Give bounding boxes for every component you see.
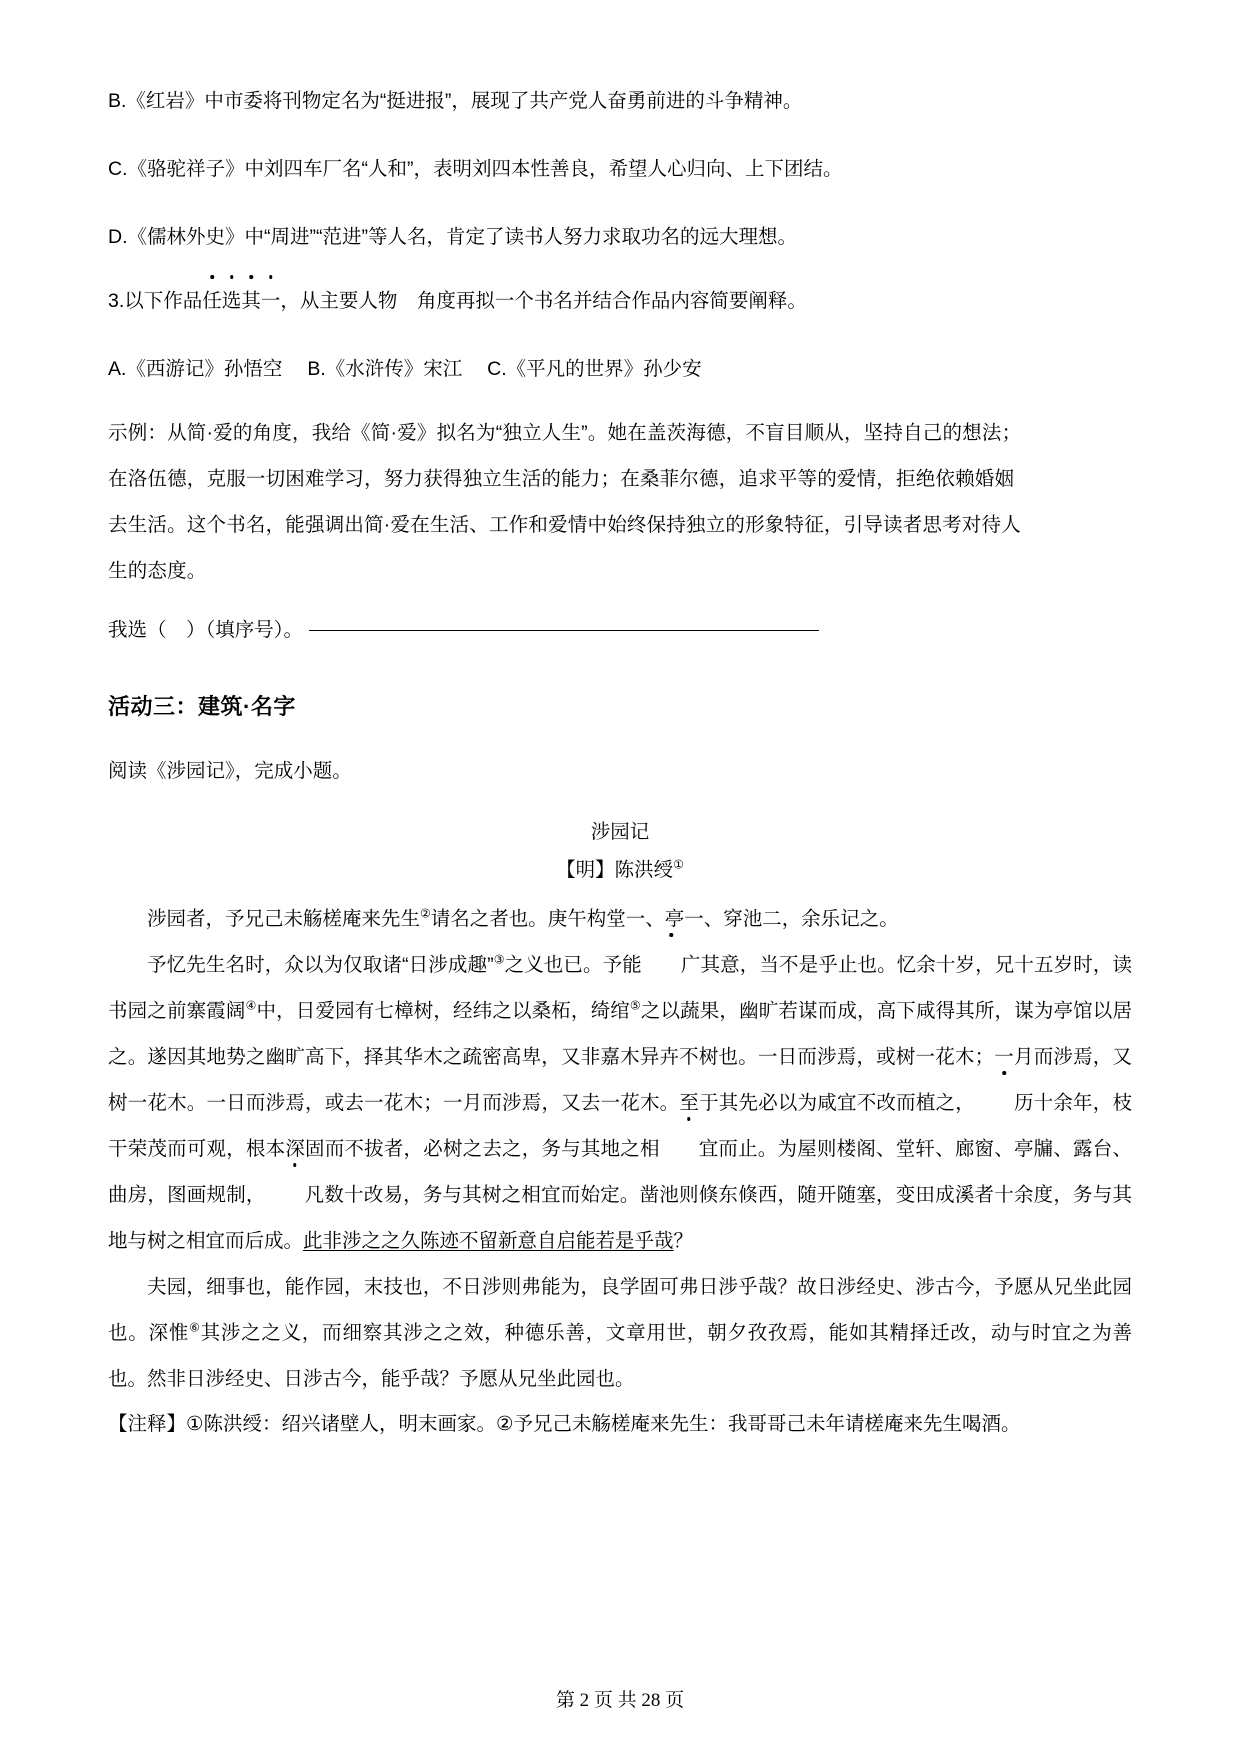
p1-seg1: 涉园者，予兄己未觞槎庵来先生 bbox=[147, 908, 421, 930]
example-line-4: 生的态度。 bbox=[108, 560, 207, 582]
passage-paragraph-2 bbox=[108, 942, 1132, 1264]
question-3 bbox=[108, 284, 1132, 318]
example-line-3: 去生活。这个书名，能强调出简·爱在生活、工作和爱情中始终保持独立的形象特征，引导读者思考对待人 bbox=[108, 514, 1021, 536]
option-d: D.《儒林外史》中“周进”“范进”等人名，肯定了读书人努力求取功名的远大理想。 bbox=[108, 226, 797, 248]
reading-instruction: 阅读《涉园记》，完成小题。 bbox=[108, 760, 352, 782]
footnote-marker-4: ④ bbox=[245, 998, 257, 1013]
p2-seg11: 之相 bbox=[620, 1138, 660, 1160]
p3-seg1: 夫园，细事也，能作园，末技也，不日涉则弗能为，良学固可弗日涉乎哉？故日涉经史、涉古今，予 bbox=[147, 1276, 1014, 1298]
example-block bbox=[108, 410, 1132, 594]
underlined-sentence-part2: 不留新意自启能若是乎哉 bbox=[459, 1230, 674, 1252]
p2-seg4: 岁时，读书园之前寨霞阔 bbox=[108, 954, 1132, 1022]
p2-seg10: 十余年，枝干荣茂而可观，根本深固而不拔者，必树之去之，务与其地 bbox=[108, 1092, 1132, 1160]
page-footer: 第 2 页 共 28 页 bbox=[555, 1690, 685, 1711]
emphasis-char-fan: 凡 bbox=[266, 1172, 325, 1218]
passage-author bbox=[108, 850, 1132, 890]
footnote-marker-2: ② bbox=[420, 906, 431, 921]
footnotes-block: 【注释】①陈洪绶：绍兴诸壁人，明末画家。②予兄己未觞槎庵来先生：我哥哥己未年请槎庵来先生喝酒。 bbox=[108, 1413, 1021, 1435]
p2-seg13: 数十改易，务与其树之相宜而 bbox=[324, 1184, 581, 1206]
p2-seg2: 之义也已。予能 bbox=[504, 954, 642, 976]
p2-seg8: 涉焉，或树一花木；一月而涉焉，又树一花木。一日而涉焉，或去一花木；一月而涉焉，又去一花木。至 bbox=[108, 1046, 1132, 1114]
passage-paragraph-1 bbox=[108, 896, 1132, 942]
my-choice-row bbox=[108, 610, 1132, 650]
p2-seg14: 始定。凿池则倏东倏西，随开随塞，变田成溪者十余度，务与其地与树之相宜而后成。 bbox=[108, 1184, 1132, 1252]
footnote-marker-1: ① bbox=[673, 857, 684, 872]
passage-title: 涉园记 bbox=[590, 821, 650, 843]
passage-paragraph-3 bbox=[108, 1264, 1132, 1402]
p2-seg1: 予忆先生名时，众以为仅取诸“日涉成趣” bbox=[147, 954, 494, 976]
p2-seg6: 之以蔬果，幽旷若谋而成，高下咸 bbox=[640, 1000, 936, 1022]
question-3-part2: ，从主要人物 角度再拟一个书名并结合作品内容简要阐释。 bbox=[280, 290, 807, 312]
p1-seg2: 请名之者也。庚午构堂一、亭一、穿池二，余乐记之。 bbox=[430, 908, 899, 930]
option-c: C.《骆驼祥子》中刘四车厂名“人和”，表明刘四本性善良，希望人心归向、上下团结。 bbox=[108, 158, 843, 180]
activity-three-title: 活动三：建筑·名字 bbox=[108, 694, 296, 719]
emphasis-char-guang: 广 bbox=[642, 942, 701, 988]
p2-seg9: 于其先必以为咸宜不改而植之， bbox=[699, 1092, 975, 1114]
footnote-marker-3: ③ bbox=[493, 952, 505, 967]
p2-seg7: 得其所，谋为亭馆以居之。遂因其地势之幽旷高下，择其华木之疏密高卑，又非嘉木异卉不树也。一日而 bbox=[108, 1000, 1132, 1068]
p2-seg12: 而止。为屋则楼阁、堂轩、廊窗、亭牖、露台、曲房，图画规制， bbox=[108, 1138, 1132, 1206]
options-block bbox=[108, 78, 1132, 260]
my-choice-label: 我选（ ）（填序号）。 bbox=[108, 619, 304, 641]
passage-author-name: 【明】陈洪绶 bbox=[556, 859, 674, 881]
classical-passage bbox=[108, 896, 1132, 1402]
emphasis-char-yi: 宜 bbox=[660, 1126, 719, 1172]
p3-seg4: 择迁改，动与时宜之为善也。然非日涉经史、日涉古今，能乎哉？予愿从兄坐此园也。 bbox=[108, 1322, 1132, 1390]
p2-seg3: 其意，当不是乎止也。忆余十岁，兄十五 bbox=[700, 954, 1054, 976]
question-3-emphasis: 任选其一 bbox=[202, 284, 280, 318]
example-line-2: 在洛伍德，克服一切困难学习，努力获得独立生活的能力；在桑菲尔德，追求平等的爱情，拒绝依赖婚姻 bbox=[108, 468, 1015, 490]
option-b: B.《红岩》中市委将刊物定名为“挺进报”，展现了共产党人奋勇前进的斗争精神。 bbox=[108, 90, 803, 112]
emphasis-char-li: 历 bbox=[975, 1080, 1034, 1126]
p3-seg3: 其涉之之义，而细察其涉之之效，种德乐善，文章用世，朝夕孜孜焉，能如其精 bbox=[200, 1322, 910, 1344]
p3-seg2: 愿从兄坐此园也。深惟 bbox=[108, 1276, 1132, 1344]
footnote-marker-6: ⑥ bbox=[189, 1320, 201, 1335]
answer-blank-line[interactable] bbox=[309, 630, 819, 631]
p2-seg5: 中，日爱园有七樟树，经纬之以桑柘，绮绾 bbox=[256, 1000, 630, 1022]
footnote-marker-5: ⑤ bbox=[629, 998, 641, 1013]
question-3-number: 3. bbox=[108, 290, 125, 312]
question-3-part1: 以下作品 bbox=[124, 290, 203, 312]
p2-seg15: ？ bbox=[673, 1230, 694, 1252]
work-choices: A.《西游记》孙悟空 B.《水浒传》宋江 C.《平凡的世界》孙少安 bbox=[108, 358, 702, 380]
underlined-sentence-part1: 此非涉之之久陈迹 bbox=[303, 1230, 460, 1252]
example-line-1: 示例：从简·爱的角度，我给《简·爱》拟名为“独立人生”。她在盖茨海德，不盲目顺从，坚持自己的想法； bbox=[108, 422, 1022, 444]
